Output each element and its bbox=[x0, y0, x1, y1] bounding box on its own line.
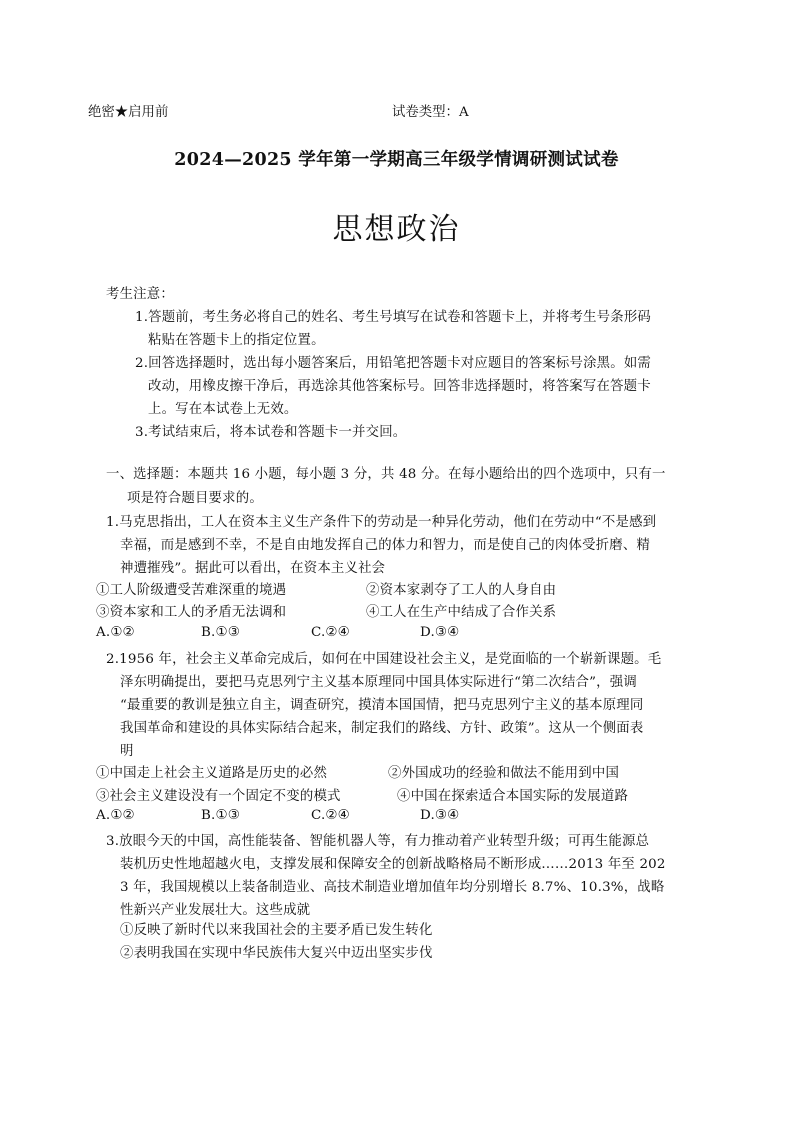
section-intro: 一、选择题：本题共 16 小题，每小题 3 分，共 48 分。在每小题给出的四个选项中，只有一 bbox=[106, 467, 666, 482]
notice-line: 上。写在本试卷上无效。 bbox=[148, 402, 298, 417]
question-2-answer: C.②④ bbox=[311, 808, 350, 823]
section-intro: 项是符合题目要求的。 bbox=[127, 491, 263, 506]
notice-line: 1.答题前，考生务必将自己的姓名、考生号填写在试卷和答题卡上，并将考生号条形码 bbox=[135, 310, 652, 325]
notice-line: 2.回答选择题时，选出每小题答案后，用铅笔把答题卡对应题目的答案标号涂黑。如需 bbox=[135, 356, 652, 371]
exam-title: 2024—2025 学年第一学期高三年级学情调研测试试卷 bbox=[174, 150, 619, 170]
question-2-stem: 2.1956 年，社会主义革命完成后，如何在中国建设社会主义，是党面临的一个崭新课题。毛 bbox=[106, 652, 662, 667]
question-1-answer: D.③④ bbox=[420, 625, 460, 640]
question-2-stem: 我国革命和建设的具体实际结合起来，制定我们的路线、方针、政策”。这从一个侧面表 bbox=[120, 721, 644, 736]
notice-line: 改动，用橡皮擦干净后，再选涂其他答案标号。回答非选择题时，将答案写在答题卡 bbox=[148, 379, 651, 394]
question-2-answer: D.③④ bbox=[420, 808, 460, 823]
question-3-stem: 装机历史性地超越火电，支撑发展和保障安全的创新战略格局不断形成……2013 年至 202 bbox=[120, 857, 666, 872]
question-1-stem: 1.马克思指出，工人在资本主义生产条件下的劳动是一种异化劳动，他们在劳动中“不是感到 bbox=[106, 515, 657, 530]
question-2-answer: A.①② bbox=[96, 808, 135, 823]
notice-line: 粘贴在答题卡上的指定位置。 bbox=[148, 333, 325, 348]
question-1-answer: C.②④ bbox=[311, 625, 350, 640]
question-1-option: ①工人阶级遭受苦难深重的境遇 bbox=[96, 583, 287, 598]
question-2-option: ③社会主义建设没有一个固定不变的模式 bbox=[96, 789, 341, 804]
question-3-stem: 性新兴产业发展壮大。这些成就 bbox=[120, 903, 311, 918]
question-2-option: ②外国成功的经验和做法不能用到中国 bbox=[388, 766, 620, 781]
question-1-answer: B.①③ bbox=[201, 625, 240, 640]
question-1-stem: 神遭摧残”。据此可以看出，在资本主义社会 bbox=[120, 561, 386, 576]
question-3-stem: 3.放眼今天的中国，高性能装备、智能机器人等，有力推动着产业转型升级；可再生能源总 bbox=[106, 834, 650, 849]
question-3-option: ②表明我国在实现中华民族伟大复兴中迈出坚实步伐 bbox=[120, 946, 433, 961]
question-1-answer: A.①② bbox=[96, 625, 135, 640]
notice-line: 3.考试结束后，将本试卷和答题卡一并交回。 bbox=[135, 425, 407, 440]
question-2-stem: 泽东明确提出，要把马克思列宁主义基本原理同中国具体实际进行“第二次结合”，强调 bbox=[120, 675, 637, 690]
question-1-stem: 幸福，而是感到不幸，不是自由地发挥自己的体力和智力，而是使自己的肉体受折磨、精 bbox=[120, 538, 651, 553]
question-2-stem: “最重要的教训是独立自主，调查研究，摸清本国国情，把马克思列宁主义的基本原理同 bbox=[120, 698, 644, 713]
question-3-option: ①反映了新时代以来我国社会的主要矛盾已发生转化 bbox=[120, 923, 433, 938]
notice-heading: 考生注意： bbox=[106, 287, 174, 302]
question-1-option: ③资本家和工人的矛盾无法调和 bbox=[96, 605, 287, 620]
question-2-stem: 明 bbox=[120, 744, 134, 759]
subject-title: 思想政治 bbox=[332, 212, 461, 247]
secrecy-label: 绝密★启用前 bbox=[88, 105, 169, 120]
question-3-stem: 3 年，我国规模以上装备制造业、高技术制造业增加值年均分别增长 8.7%、10.3%，战略 bbox=[120, 880, 665, 895]
question-2-option: ①中国走上社会主义道路是历史的必然 bbox=[96, 766, 328, 781]
question-1-option: ②资本家剥夺了工人的人身自由 bbox=[366, 583, 557, 598]
paper-type-label: 试卷类型：A bbox=[392, 105, 469, 120]
question-1-option: ④工人在生产中结成了合作关系 bbox=[366, 605, 557, 620]
question-2-option: ④中国在探索适合本国实际的发展道路 bbox=[397, 789, 629, 804]
question-2-answer: B.①③ bbox=[201, 808, 240, 823]
